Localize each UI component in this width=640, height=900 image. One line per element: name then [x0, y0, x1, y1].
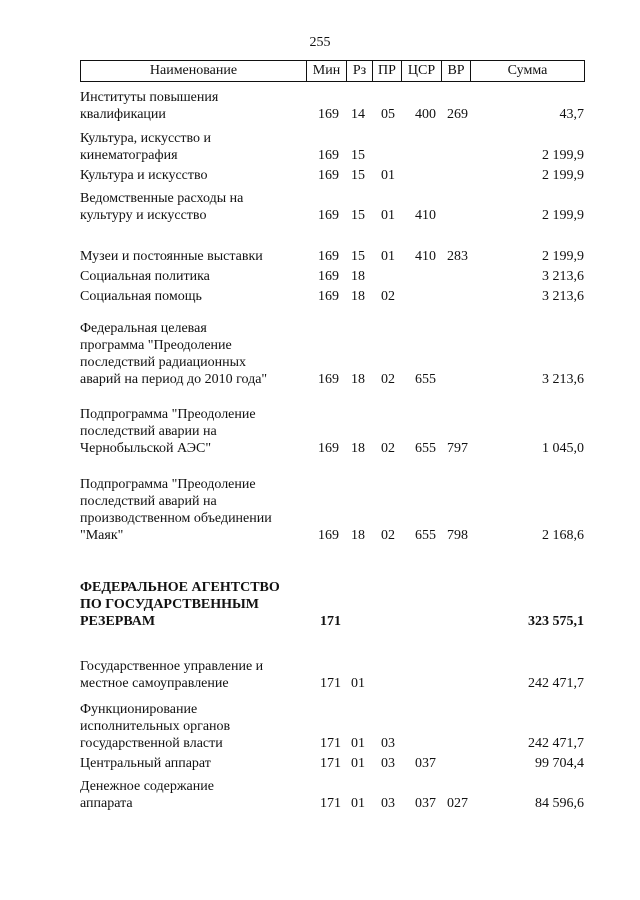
row-rz: 15 [351, 148, 365, 163]
row-vr: 027 [447, 796, 468, 811]
row-rz: 14 [351, 107, 365, 122]
row-csr: 410 [415, 249, 436, 264]
row-min: 169 [318, 208, 339, 223]
row-name: ФЕДЕРАЛЬНОЕ АГЕНТСТВО ПО ГОСУДАРСТВЕННЫМ РЕЗЕРВАМ [80, 580, 280, 629]
row-pr: 03 [381, 796, 395, 811]
row-min: 169 [318, 269, 339, 284]
row-min: 169 [318, 148, 339, 163]
row-csr: 410 [415, 208, 436, 223]
row-min: 169 [318, 168, 339, 183]
row-name: Подпрограмма "Преодоление последствий аварий на производственном объединении "Маяк" [80, 477, 272, 543]
row-name: Подпрограмма "Преодоление последствий аварии на Чернобыльской АЭС" [80, 407, 256, 456]
row-min: 169 [318, 249, 339, 264]
row-pr: 02 [381, 372, 395, 387]
row-rz: 18 [351, 441, 365, 456]
row-rz: 18 [351, 372, 365, 387]
header-name: Наименование [149, 63, 238, 78]
row-pr: 01 [381, 168, 395, 183]
row-name: Культура и искусство [80, 168, 208, 183]
row-min: 171 [320, 736, 341, 751]
header-vr: ВР [441, 61, 470, 81]
row-vr: 798 [447, 528, 468, 543]
row-sum: 2 199,9 [542, 208, 584, 223]
row-sum: 242 471,7 [528, 736, 584, 751]
table-header [80, 60, 585, 82]
row-sum: 2 199,9 [542, 168, 584, 183]
row-sum: 323 575,1 [528, 614, 584, 629]
row-rz: 15 [351, 208, 365, 223]
row-min: 171 [320, 676, 341, 691]
row-min: 169 [318, 289, 339, 304]
row-min: 169 [318, 372, 339, 387]
row-rz: 01 [351, 796, 365, 811]
row-rz: 01 [351, 756, 365, 771]
row-csr: 655 [415, 528, 436, 543]
row-pr: 01 [381, 249, 395, 264]
row-sum: 99 704,4 [535, 756, 584, 771]
row-csr: 655 [415, 441, 436, 456]
header-min: Мин [306, 61, 346, 81]
row-name: Федеральная целевая программа "Преодоление последствий радиационных аварий на период до 2010 года" [80, 321, 268, 387]
row-pr: 02 [381, 441, 395, 456]
row-rz: 18 [351, 289, 365, 304]
row-name: Культура, искусство и кинематография [80, 131, 212, 163]
row-min: 169 [318, 107, 339, 122]
row-rz: 18 [351, 269, 365, 284]
page-number: 255 [309, 35, 331, 50]
row-name: Социальная помощь [80, 289, 202, 304]
row-csr: 400 [415, 107, 436, 122]
row-name: Функционирование исполнительных органов государственной власти [80, 702, 231, 751]
header-csr: ЦСР [401, 61, 441, 81]
row-vr: 283 [447, 249, 468, 264]
row-pr: 01 [381, 208, 395, 223]
row-rz: 18 [351, 528, 365, 543]
row-name: Музеи и постоянные выставки [80, 249, 263, 264]
row-pr: 03 [381, 756, 395, 771]
row-min: 171 [320, 614, 341, 629]
header-pr: ПР [372, 61, 401, 81]
row-min: 171 [320, 796, 341, 811]
row-sum: 43,7 [559, 107, 584, 122]
row-sum: 3 213,6 [542, 289, 584, 304]
row-csr: 655 [415, 372, 436, 387]
row-pr: 03 [381, 736, 395, 751]
row-min: 169 [318, 441, 339, 456]
row-pr: 02 [381, 289, 395, 304]
row-csr: 037 [415, 756, 436, 771]
row-rz: 15 [351, 249, 365, 264]
header-sum: Сумма [470, 61, 584, 81]
row-pr: 02 [381, 528, 395, 543]
row-sum: 84 596,6 [535, 796, 584, 811]
row-sum: 2 199,9 [542, 148, 584, 163]
row-rz: 01 [351, 736, 365, 751]
row-sum: 3 213,6 [542, 269, 584, 284]
row-name: Центральный аппарат [80, 756, 211, 771]
row-sum: 2 168,6 [542, 528, 584, 543]
row-name: Социальная политика [80, 269, 210, 284]
row-pr: 05 [381, 107, 395, 122]
row-sum: 3 213,6 [542, 372, 584, 387]
row-name: Денежное содержание аппарата [80, 779, 214, 811]
header-rz: Рз [346, 61, 372, 81]
row-rz: 15 [351, 168, 365, 183]
row-sum: 242 471,7 [528, 676, 584, 691]
row-min: 169 [318, 528, 339, 543]
row-sum: 1 045,0 [542, 441, 584, 456]
row-sum: 2 199,9 [542, 249, 584, 264]
row-rz: 01 [351, 676, 365, 691]
row-csr: 037 [415, 796, 436, 811]
row-vr: 797 [447, 441, 468, 456]
row-min: 171 [320, 756, 341, 771]
row-name: Институты повышения квалификации [80, 90, 219, 122]
row-name: Государственное управление и местное самоуправление [80, 659, 264, 691]
row-name: Ведомственные расходы на культуру и искусство [80, 191, 244, 223]
row-vr: 269 [447, 107, 468, 122]
